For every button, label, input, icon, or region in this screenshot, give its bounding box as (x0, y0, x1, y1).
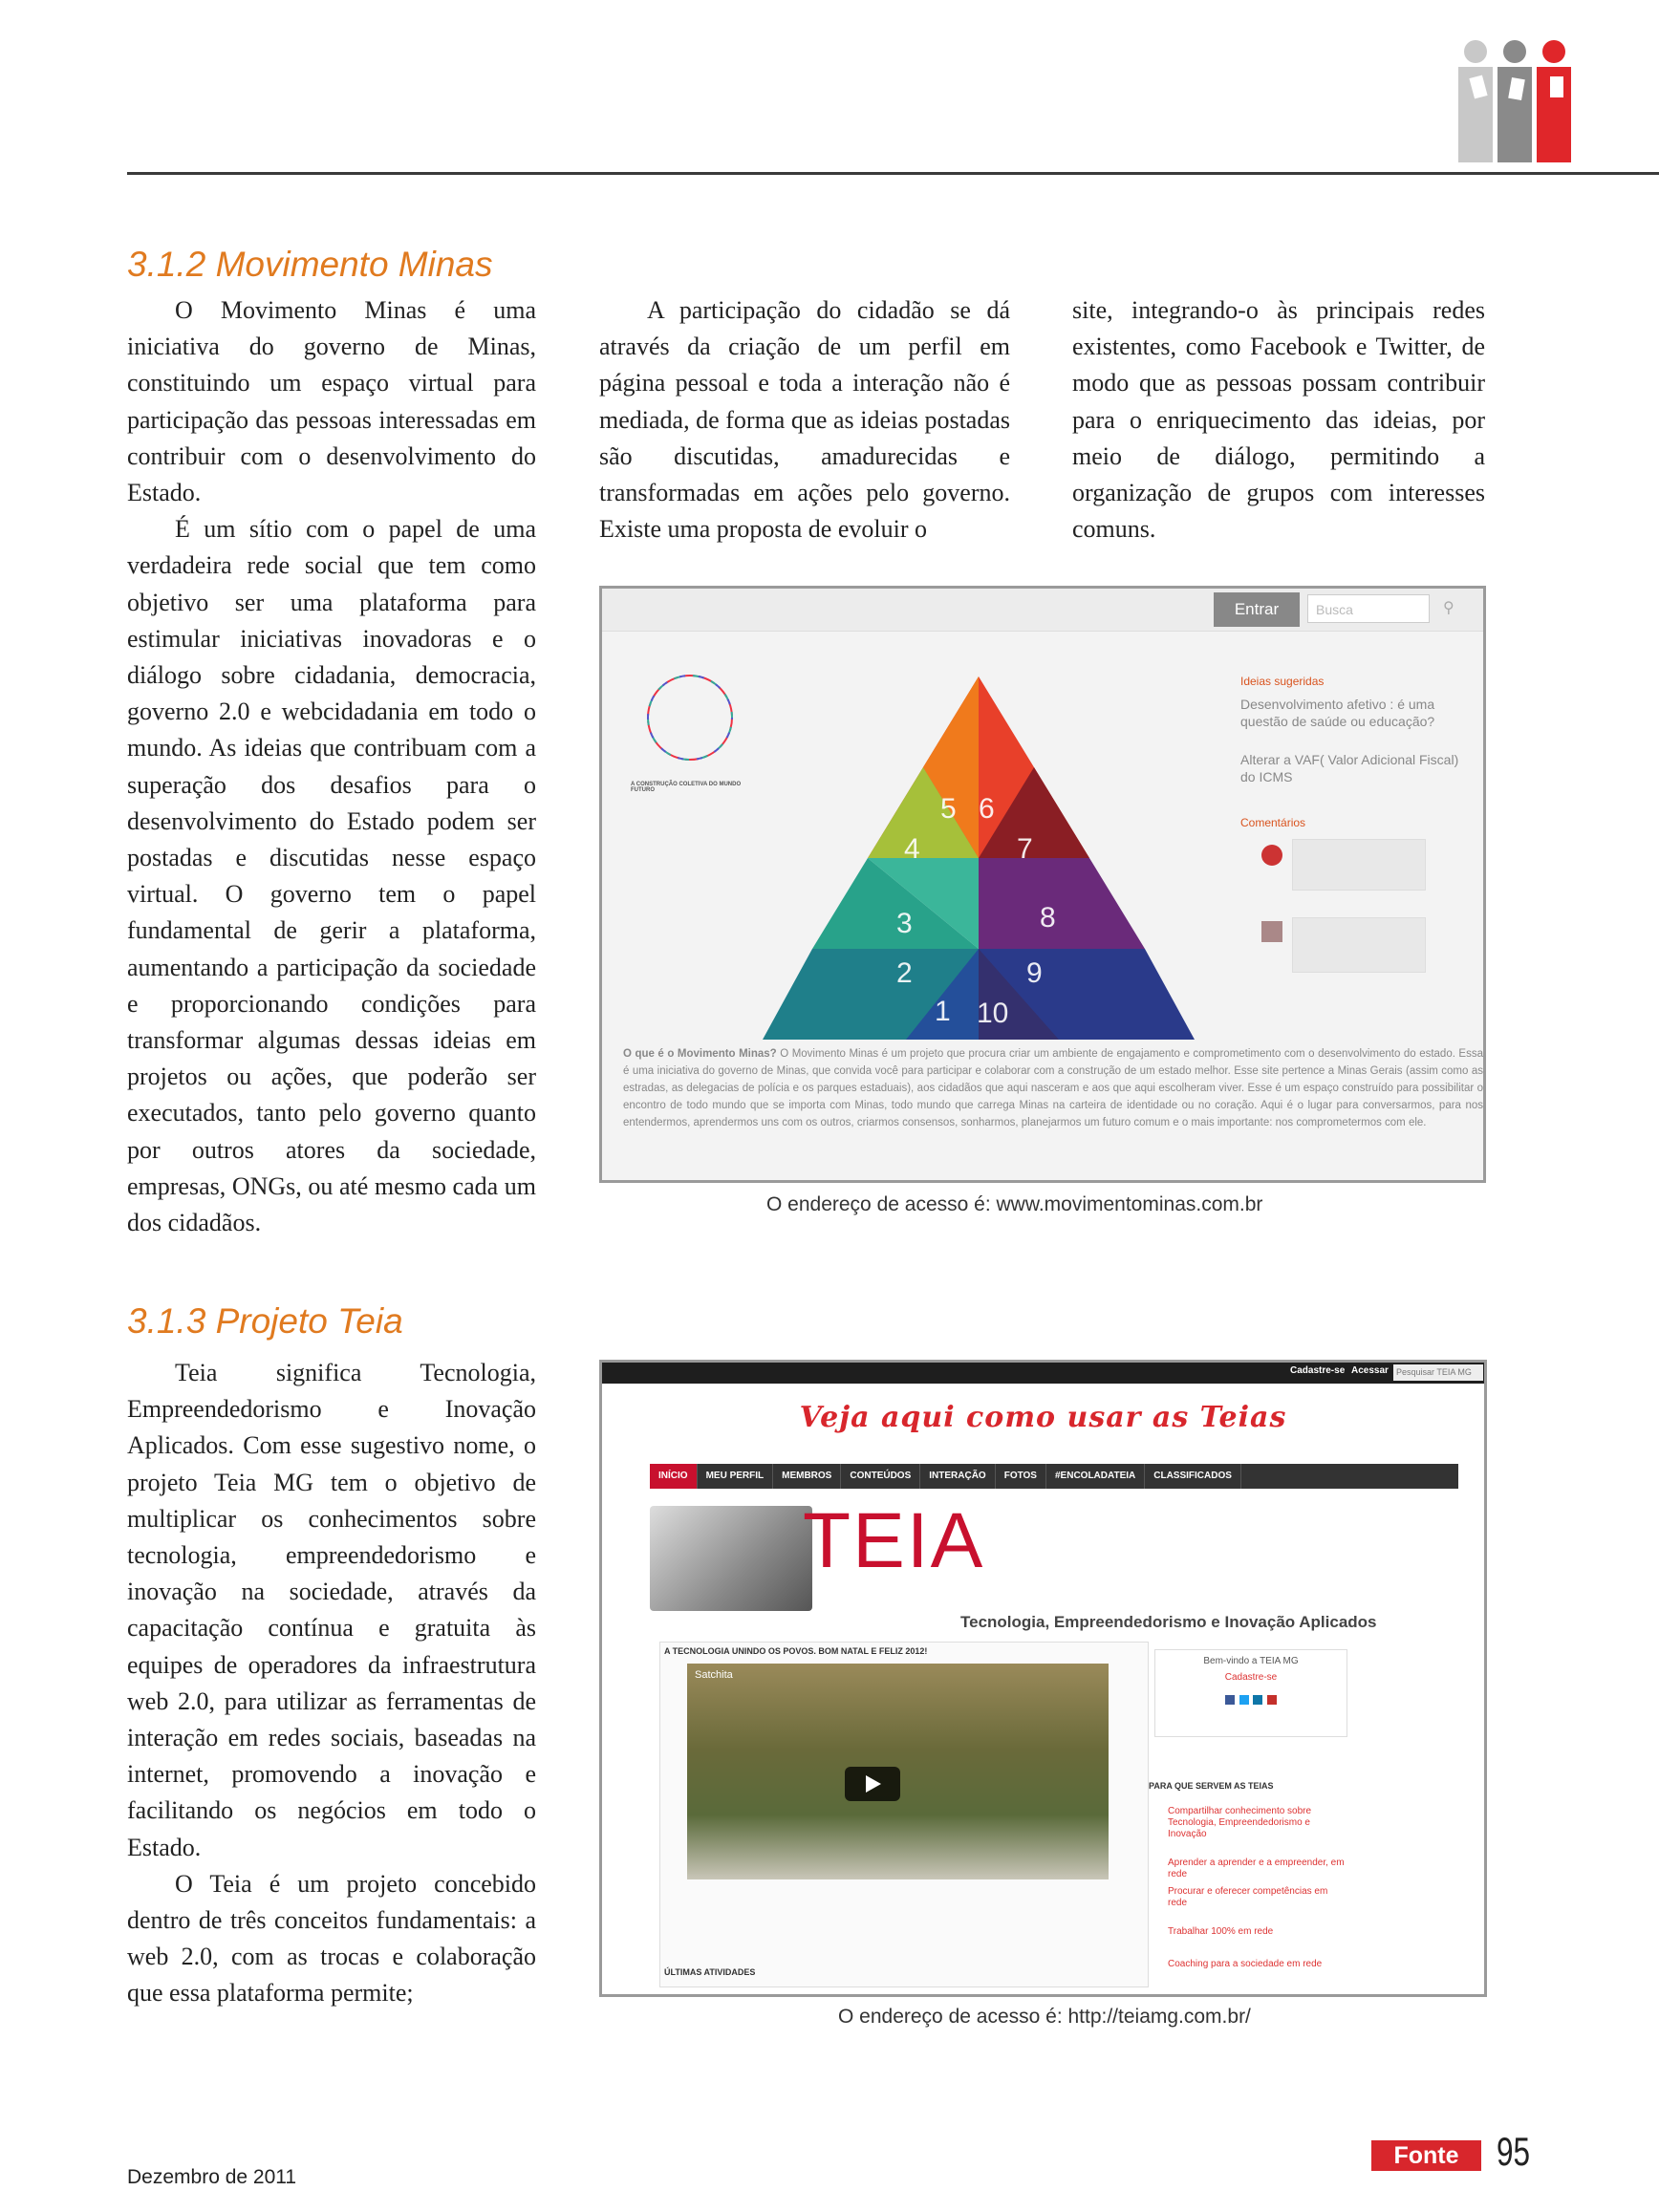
welcome-text: Bem-vindo a TEIA MG (1203, 1656, 1299, 1666)
triangle-number: 3 (896, 908, 913, 939)
about-lead: O que é o Movimento Minas? (623, 1048, 777, 1060)
teia-screenshot (599, 1360, 1487, 1997)
triangle-number: 5 (940, 793, 957, 825)
sidebar-link[interactable]: Compartilhar conhecimento sobre Tecnologia, Empreendedorismo e Inovação (1168, 1806, 1312, 1839)
activities-title: ÚLTIMAS ATIVIDADES (664, 1967, 756, 1977)
welcome-box (1154, 1649, 1347, 1737)
text-column-1 (127, 1355, 536, 2012)
comment-box (1292, 839, 1426, 891)
header-rule (127, 172, 1659, 175)
search-icon[interactable]: ⚲ (1443, 600, 1454, 616)
tagline: Tecnologia, Empreendedorismo e Inovação Aplicados (960, 1613, 1377, 1631)
nav-item[interactable]: INÍCIO (650, 1464, 698, 1489)
paragraph: A participação do cidadão se dá através da criação de um perfil em página pessoal e toda a interação não é mediada, de forma que as ideias postadas são discutidas, amadurecidas e transformadas em ações pelo governo. Existe uma proposta de evoluir o (599, 296, 1010, 544)
paragraph: É um sítio com o papel de uma verdadeira rede social que tem como objetivo ser uma plataforma para estimular iniciativas inovadoras e o diálogo sobre cidadania, democracia, governo 2.0 e webcidadania em todo o mundo. As ideias que contribuam com a superação dos desafios para o desenvolvimento do Estado podem ser postadas e discutidas nesse espaço virtual. O governo tem o papel fundamental de gerir a plataforma, aumentando a participação da sociedade e proporcionando condições para transformar algumas dessas ideias em projetos ou ações, que poderão ser executados, tanto pelo governo quanto por outros atores da sociedade, empresas, ONGs, ou até mesmo cada um dos cidadãos. (127, 515, 536, 1237)
paragraph: Teia significa Tecnologia, Empreendedorismo e Inovação Aplicados. Com esse sugestivo nome, o projeto Teia MG tem o objetivo de multiplicar os conhecimentos sobre tecnologia, empreendedorismo e inovação na sociedade, através da capacitação contínua e gratuita às equipes de operadores da infraestrutura web 2.0, para utilizar as ferramentas de interação em redes sociais, baseadas na internet, promovendo a inovação e facilitando os negócios em todo o Estado. (127, 1359, 536, 1861)
ideas-title: Ideias sugeridas (1240, 675, 1325, 688)
nav-item[interactable]: CLASSIFICADOS (1145, 1464, 1241, 1489)
avatar (1261, 845, 1282, 866)
figure-caption: O endereço de acesso é: http://teiamg.com.br/ (838, 2006, 1251, 2028)
post-title[interactable]: A TECNOLOGIA UNINDO OS POVOS. BOM NATAL E FELIZ 2012! (664, 1646, 928, 1656)
nav-item[interactable]: FOTOS (996, 1464, 1046, 1489)
nav-item[interactable]: INTERAÇÃO (920, 1464, 995, 1489)
search-input[interactable]: Pesquisar TEIA MG (1393, 1364, 1483, 1381)
post-area (659, 1642, 1149, 1987)
people-group-icon (1454, 38, 1598, 172)
figure-caption: O endereço de acesso é: www.movimentominas.com.br (766, 1193, 1263, 1215)
sidebar-link[interactable]: Procurar e oferecer competências em rede (1168, 1886, 1328, 1908)
search-input[interactable]: Busca (1307, 594, 1430, 623)
nav-item[interactable]: CONTEÚDOS (841, 1464, 920, 1489)
triangle-number: 4 (904, 833, 920, 865)
section-heading: 3.1.2 Movimento Minas (127, 245, 493, 284)
site-topbar (602, 1363, 1484, 1384)
triangle-number: 2 (896, 957, 913, 989)
triangle-number: 6 (979, 793, 995, 825)
sidebar-link[interactable]: Coaching para a sociedade em rede (1168, 1959, 1323, 1969)
play-icon (845, 1767, 900, 1801)
fonte-logo: Fonte (1371, 2140, 1481, 2171)
section-heading: 3.1.3 Projeto Teia (127, 1301, 403, 1341)
youtube-icon[interactable] (1267, 1695, 1277, 1705)
enter-button[interactable]: Entrar (1214, 592, 1300, 627)
social-icons (1155, 1692, 1347, 1709)
triangle-number: 10 (977, 998, 1009, 1029)
logo-subtitle: A CONSTRUÇÃO COLETIVA DO MUNDO FUTURO (631, 782, 742, 793)
nav-item[interactable]: #ENCOLADATEIA (1046, 1464, 1145, 1489)
sidebar-link[interactable]: Aprender a aprender e a empreender, em rede (1168, 1858, 1345, 1879)
video-player[interactable] (687, 1664, 1109, 1879)
triangle-number: 8 (1040, 902, 1056, 934)
login-link[interactable]: Acessar (1351, 1365, 1389, 1376)
main-nav (650, 1464, 1458, 1489)
movimento-minas-logo (623, 665, 757, 780)
nav-item[interactable]: MEU PERFIL (698, 1464, 774, 1489)
signup-link[interactable]: Cadastre-se (1224, 1672, 1278, 1683)
twitter-icon[interactable] (1239, 1695, 1249, 1705)
page-number: 95 (1497, 2129, 1531, 2174)
paragraph: O Teia é um projeto concebido dentro de três conceitos fundamentais: a web 2.0, com as trocas e colaboração que essa plataforma permite; (127, 1869, 536, 2008)
teia-wordmark: TEIA (803, 1497, 985, 1584)
triangle-number: 7 (1017, 833, 1033, 865)
nav-item[interactable]: MEMBROS (773, 1464, 841, 1489)
sidebar-link[interactable]: Trabalhar 100% em rede (1168, 1926, 1274, 1937)
banner-link[interactable]: Veja aqui como usar as Teias (799, 1401, 1287, 1434)
paragraph: site, integrando-o às principais redes existentes, como Facebook e Twitter, de modo que as pessoas possam contribuir para o enriquecimento das ideias, por meio de diálogo, permitindo a organização de grupos com interesses comuns. (1072, 296, 1485, 544)
signup-link[interactable]: Cadastre-se (1290, 1365, 1346, 1376)
facebook-icon[interactable] (1225, 1695, 1235, 1705)
about-body: O Movimento Minas é um projeto que procura criar um ambiente de engajamento e comprometimento com o desenvolvimento do estado. Essa é uma iniciativa do governo de Minas, que convida você para participar e colaborar com a construção de um estado melhor. Esse site pertence a Minas Gerais (assim como as estradas, as delegacias de polícia e os parques estaduais), aos cidadãos que aqui nasceram e aos que aqui escolheram viver. Esse é um espaço construído para possibilitar o encontro de todo mundo que se importa com Minas, todo mundo que carrega Minas na carteira de identidade ou no coração. Aqui é o lugar para conversarmos, para nos entendermos, aprendermos uns com os outros, criarmos consensos, sonharmos, planejarmos um futuro comum e o mais importante: nos comprometermos com ele. (623, 1048, 1483, 1128)
about-text (623, 1045, 1483, 1131)
text-column-2 (599, 292, 1010, 548)
movimento-minas-screenshot (599, 586, 1486, 1183)
site-topbar (602, 589, 1483, 632)
idea-link[interactable]: Alterar a VAF( Valor Adicional Fiscal) do ICMS (1240, 752, 1459, 784)
comment-box (1292, 917, 1426, 973)
linkedin-icon[interactable] (1253, 1695, 1262, 1705)
triangle-graphic (763, 676, 1195, 1042)
triangle-number: 1 (935, 996, 951, 1027)
avatar (1261, 921, 1282, 942)
play-button[interactable] (845, 1767, 900, 1801)
comments-title: Comentários (1240, 816, 1306, 829)
text-column-3 (1072, 292, 1485, 548)
ideas-sidebar (1240, 673, 1462, 831)
text-column-1 (127, 292, 536, 1241)
paragraph: O Movimento Minas é uma iniciativa do governo de Minas, constituindo um espaço virtual para participação das pessoas interessadas em contribuir com o desenvolvimento do Estado. (127, 296, 536, 507)
triangle-number: 9 (1026, 957, 1043, 989)
footer-date: Dezembro de 2011 (127, 2166, 297, 2188)
hero-photo (650, 1506, 812, 1611)
idea-link[interactable]: Desenvolvimento afetivo : é uma questão de saúde ou educação? (1240, 697, 1435, 729)
video-title: Satchita (695, 1669, 733, 1681)
sidebar-title: PARA QUE SERVEM AS TEIAS (1149, 1781, 1274, 1791)
